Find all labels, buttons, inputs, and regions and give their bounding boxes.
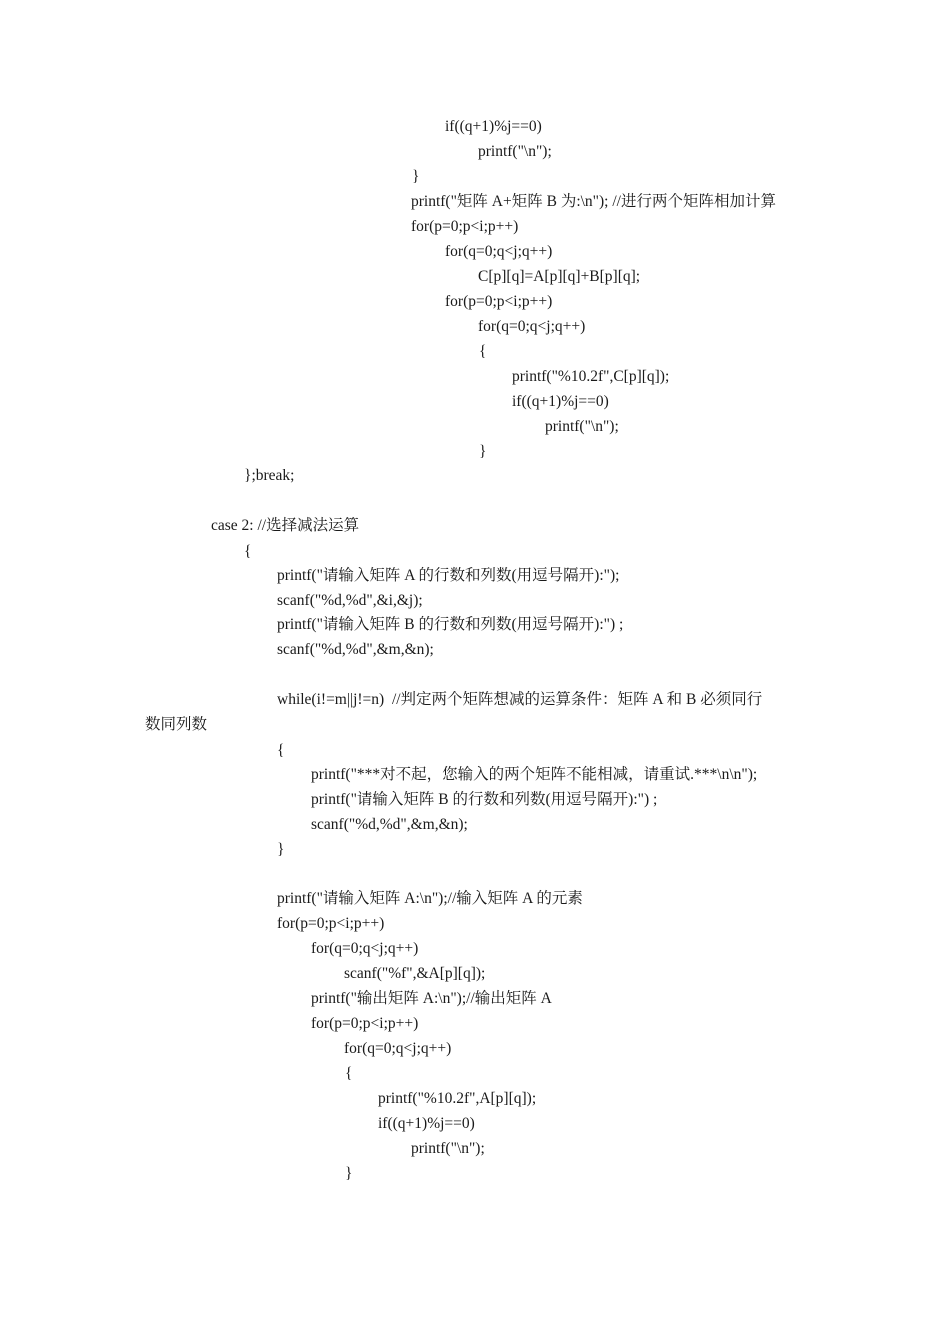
code-line: for(p=0;p<i;p++) [411, 218, 519, 235]
code-line: { [244, 543, 252, 560]
code-line: };break; [244, 467, 295, 484]
code-line: printf("\n"); [478, 143, 552, 160]
code-line: } [412, 168, 420, 185]
code-line: scanf("%d,%d",&i,&j); [277, 592, 423, 609]
code-line: } [345, 1165, 353, 1182]
code-line: scanf("%f",&A[p][q]); [344, 965, 486, 982]
code-line: for(q=0;q<j;q++) [478, 318, 586, 335]
code-line: printf("%10.2f",C[p][q]); [512, 368, 670, 385]
code-line: printf("矩阵 A+矩阵 B 为:\n"); //进行两个矩阵相加计算 [411, 193, 776, 210]
code-line: printf("请输入矩阵 A 的行数和列数(用逗号隔开):"); [277, 567, 620, 584]
code-line: { [479, 343, 487, 360]
code-line: for(p=0;p<i;p++) [445, 293, 553, 310]
code-line: printf("输出矩阵 A:\n");//输出矩阵 A [311, 990, 552, 1007]
code-line: { [277, 742, 285, 759]
code-line: printf("请输入矩阵 B 的行数和列数(用逗号隔开):") ; [277, 616, 624, 633]
code-line: for(q=0;q<j;q++) [311, 940, 419, 957]
code-line: printf("\n"); [411, 1140, 485, 1157]
code-line: 数同列数 [145, 716, 208, 733]
code-line: if((q+1)%j==0) [378, 1115, 475, 1132]
code-line: for(p=0;p<i;p++) [311, 1015, 419, 1032]
code-line: { [345, 1065, 353, 1082]
code-line: for(q=0;q<j;q++) [445, 243, 553, 260]
code-line: for(p=0;p<i;p++) [277, 915, 385, 932]
code-line: if((q+1)%j==0) [445, 118, 542, 135]
code-line: printf("%10.2f",A[p][q]); [378, 1090, 537, 1107]
code-line: printf("***对不起，您输入的两个矩阵不能相减，请重试.***\n\n"); [311, 766, 758, 783]
code-line: } [479, 443, 487, 460]
code-line: printf("\n"); [545, 418, 619, 435]
code-line: if((q+1)%j==0) [512, 393, 609, 410]
code-line: scanf("%d,%d",&m,&n); [277, 641, 434, 658]
code-line: C[p][q]=A[p][q]+B[p][q]; [478, 268, 641, 285]
code-line: printf("请输入矩阵 B 的行数和列数(用逗号隔开):") ; [311, 791, 658, 808]
code-line: printf("请输入矩阵 A:\n");//输入矩阵 A 的元素 [277, 890, 583, 907]
code-line: case 2: //选择减法运算 [211, 517, 360, 534]
code-line: for(q=0;q<j;q++) [344, 1040, 452, 1057]
code-line: while(i!=m||j!=n) //判定两个矩阵想减的运算条件：矩阵 A 和 B 必须同行 [277, 691, 763, 708]
code-line: } [277, 841, 285, 858]
code-line: scanf("%d,%d",&m,&n); [311, 816, 468, 833]
